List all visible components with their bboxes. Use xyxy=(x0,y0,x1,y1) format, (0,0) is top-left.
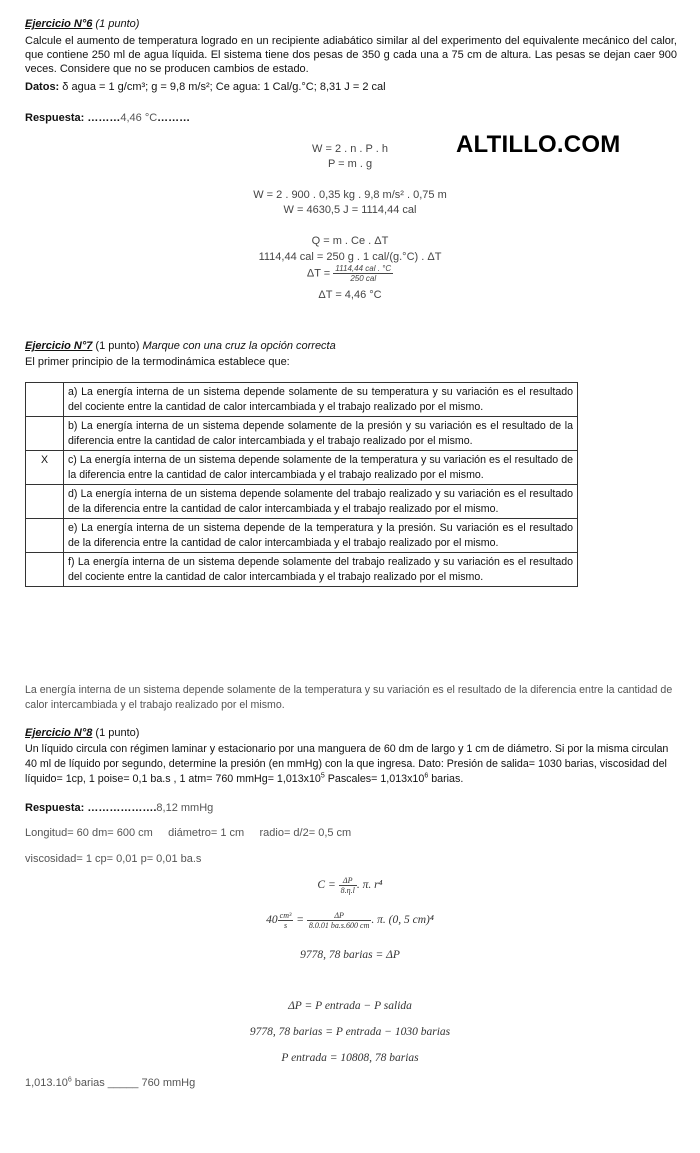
ej8-heading xyxy=(25,726,677,740)
ej8-conversion-exp: 6 xyxy=(67,1076,72,1084)
ej6-calc-l5: Q = m . Ce . ΔT xyxy=(311,235,389,247)
option-b-text: b) La energía interna de un sistema depende solamente de la presión y su variación es el resultado de la diferencia entre la cantidad de calor intercambiada y el trabajo realizado por el mismo. xyxy=(64,417,578,451)
ej7-answer: La energía interna de un sistema depende solamente de la temperatura y su variación es el resultado de la diferencia entre la cantidad de calor intercambiada y el trabajo realizado por el mismo. xyxy=(25,684,673,711)
ej8-formula-2-lhs: 40 xyxy=(266,914,278,927)
ej6-respuesta-label: Respuesta: xyxy=(25,112,85,124)
ej8-data-1: Longitud= 60 dm= 600 cm diámetro= 1 cm radio= d/2= 0,5 cm xyxy=(25,827,352,839)
ej6-calc-l7-prefix: ΔT = xyxy=(306,267,331,280)
ej7-heading xyxy=(25,339,677,353)
ej8-formula-2-rhs: . π. (0, 5 cm)⁴ xyxy=(371,914,434,927)
ej6-calc-l4: W = 4630,5 J = 1114,44 cal xyxy=(283,204,417,216)
ej7-points: (1 punto) xyxy=(92,340,143,352)
ej8-formula-2-eq: = xyxy=(296,914,305,927)
ej8-formula-1 xyxy=(150,876,550,895)
ej8-formula-1-rhs: . π. r⁴ xyxy=(356,879,383,892)
ej6-respuesta xyxy=(25,111,425,125)
ej8-exp5: 5 xyxy=(320,772,325,780)
table-row xyxy=(26,417,578,451)
ej8-respuesta-dots: ………………. xyxy=(84,802,157,814)
ej6-statement: Calcule el aumento de temperatura logrado en un recipiente adiabático similar al del experimento del equivalente mecánico del calor, que contiene 250 ml de agua líquida. El sistema tiene dos pesas de 350 g cada una a 75 cm de altura. Las pesas se dejan caer 900 veces. Considere que no se producen cambios de estado. xyxy=(25,35,677,75)
ej8-formula-2-den: 8.0.01 ba.s.600 cm xyxy=(308,921,370,930)
ej6-calc-fraction-num: 1114,44 cal . °C xyxy=(335,264,392,273)
option-a-text: a) La energía interna de un sistema depende solamente de su temperatura y su variación es el resultado del cociente entre la cantidad de calor intercambiada y el trabajo realizado por el mismo. xyxy=(64,383,578,417)
option-e-checkbox[interactable] xyxy=(26,519,64,553)
ej8-respuesta-label: Respuesta: xyxy=(25,802,85,814)
ej8-statement-c: barias. xyxy=(428,773,464,785)
ej8-formula-2 xyxy=(150,911,550,930)
ej8-formula-1-fraction xyxy=(339,876,357,895)
ej8-formula-2-lhs-fraction xyxy=(278,911,294,930)
option-a-checkbox[interactable] xyxy=(26,383,64,417)
ej8-formula-2-fraction xyxy=(307,911,371,930)
ej6-calc-l6: 1114,44 cal = 250 g . 1 cal/(g.°C) . ΔT xyxy=(258,251,442,263)
option-c-checkbox[interactable]: X xyxy=(26,451,64,485)
ej8-conversion-a: 1,013.10 xyxy=(25,1077,68,1089)
ej6-calc-l7 xyxy=(200,264,500,283)
table-row xyxy=(26,451,578,485)
ej8-formula-1-num: ΔP xyxy=(339,876,357,886)
table-row xyxy=(26,553,578,587)
ej6-points: (1 punto) xyxy=(92,18,140,30)
ej8-formula-2-num: ΔP xyxy=(307,911,371,921)
ej7-title: Ejercicio N°7 xyxy=(25,340,93,352)
ej6-heading xyxy=(25,17,677,31)
option-f-checkbox[interactable] xyxy=(26,553,64,587)
option-d-checkbox[interactable] xyxy=(26,485,64,519)
ej8-formula-4: ΔP = P entrada − P salida xyxy=(288,1000,412,1012)
ej6-calc-fraction xyxy=(333,264,393,283)
ej7-intro: El primer principio de la termodinámica establece que: xyxy=(25,356,290,368)
option-c-text: c) La energía interna de un sistema depende solamente de la temperatura y su variación es el resultado de la diferencia entre la cantidad de calor intercambiada y el trabajo realizado por el mismo. xyxy=(64,451,578,485)
ej7-instruction: Marque con una cruz la opción correcta xyxy=(142,340,336,352)
ej8-exp6: 6 xyxy=(424,772,429,780)
table-row xyxy=(26,383,578,417)
table-row xyxy=(26,485,578,519)
table-row xyxy=(26,519,578,553)
ej8-respuesta-value: 8,12 mmHg xyxy=(156,802,214,814)
ej8-statement-a: Un líquido circula con régimen laminar y estacionario por una manguera de 60 dm de largo y 1 cm de diámetro. Si por la misma circulan 40 ml de líquido por segundo, determine la presión (en mmHg) con la que ingresa. Dato: Presión de salida= 1030 barias, viscosidad del líquido= 1cp, 1 poise= 0,1 ba.s , 1 atm= 760 mmHg= 1,013x10 xyxy=(25,743,669,785)
ej6-datos-text: δ agua = 1 g/cm³; g = 9,8 m/s²; Ce agua: 1 Cal/g.°C; 8,31 J = 2 cal xyxy=(59,81,386,93)
ej6-datos xyxy=(25,80,677,94)
ej6-calc-l2: P = m . g xyxy=(327,158,373,170)
ej6-calc-l1: W = 2 . n . P . h xyxy=(312,143,388,155)
watermark-logo: ALTILLO.COM xyxy=(456,131,621,158)
ej8-data-2: viscosidad= 1 cp= 0,01 p= 0,01 ba.s xyxy=(25,853,202,865)
ej8-title: Ejercicio N°8 xyxy=(25,727,93,739)
ej8-formula-2-lhs-num: cm³ xyxy=(279,911,292,920)
ej8-formula-6: P entrada = 10808, 78 barias xyxy=(281,1052,419,1064)
ej6-respuesta-dots: ……… xyxy=(84,112,121,124)
ej8-formula-2-lhs-den: s xyxy=(283,921,288,930)
ej6-datos-label: Datos: xyxy=(25,81,60,93)
option-b-checkbox[interactable] xyxy=(26,417,64,451)
ej6-respuesta-value: 4,46 °C xyxy=(120,112,158,124)
ej6-calc-fraction-den: 250 cal xyxy=(350,274,377,283)
ej8-formula-1-lhs: C = xyxy=(317,879,336,892)
ej8-points: (1 punto) xyxy=(92,727,140,739)
ej8-formula-3: 9778, 78 barias = ΔP xyxy=(300,949,400,961)
ej6-calc-l8: ΔT = 4,46 °C xyxy=(318,289,382,301)
ej8-statement xyxy=(25,742,683,787)
ej8-respuesta xyxy=(25,801,425,815)
ej6-title: Ejercicio N°6 xyxy=(25,18,93,30)
ej8-conversion xyxy=(25,1076,425,1090)
option-d-text: d) La energía interna de un sistema depende solamente del trabajo realizado y su variación es el resultado de la diferencia entre la cantidad de calor intercambiada y el trabajo realizado por el mismo. xyxy=(64,485,578,519)
ej8-conversion-b: barias _____ 760 mmHg xyxy=(71,1077,196,1089)
ej6-calc-l3: W = 2 . 900 . 0,35 kg . 9,8 m/s² . 0,75 m xyxy=(253,189,447,201)
ej6-respuesta-dots-after: ……… xyxy=(157,112,191,124)
ej8-formula-5: 9778, 78 barias = P entrada − 1030 barias xyxy=(249,1026,451,1038)
ej7-options-table xyxy=(25,382,578,587)
ej8-formula-1-den: 8.η.l xyxy=(340,886,355,895)
option-e-text: e) La energía interna de un sistema depende de la temperatura y la presión. Su variación es el resultado de la diferencia entre la cantidad de calor intercambiada y el trabajo realizado por el mismo. xyxy=(64,519,578,553)
ej8-statement-b: Pascales= 1,013x10 xyxy=(324,773,425,785)
option-f-text: f) La energía interna de un sistema depende solamente del trabajo realizado y su variación es el resultado del cociente entre la cantidad de calor intercambiada y el trabajo realizado por el mismo. xyxy=(64,553,578,587)
